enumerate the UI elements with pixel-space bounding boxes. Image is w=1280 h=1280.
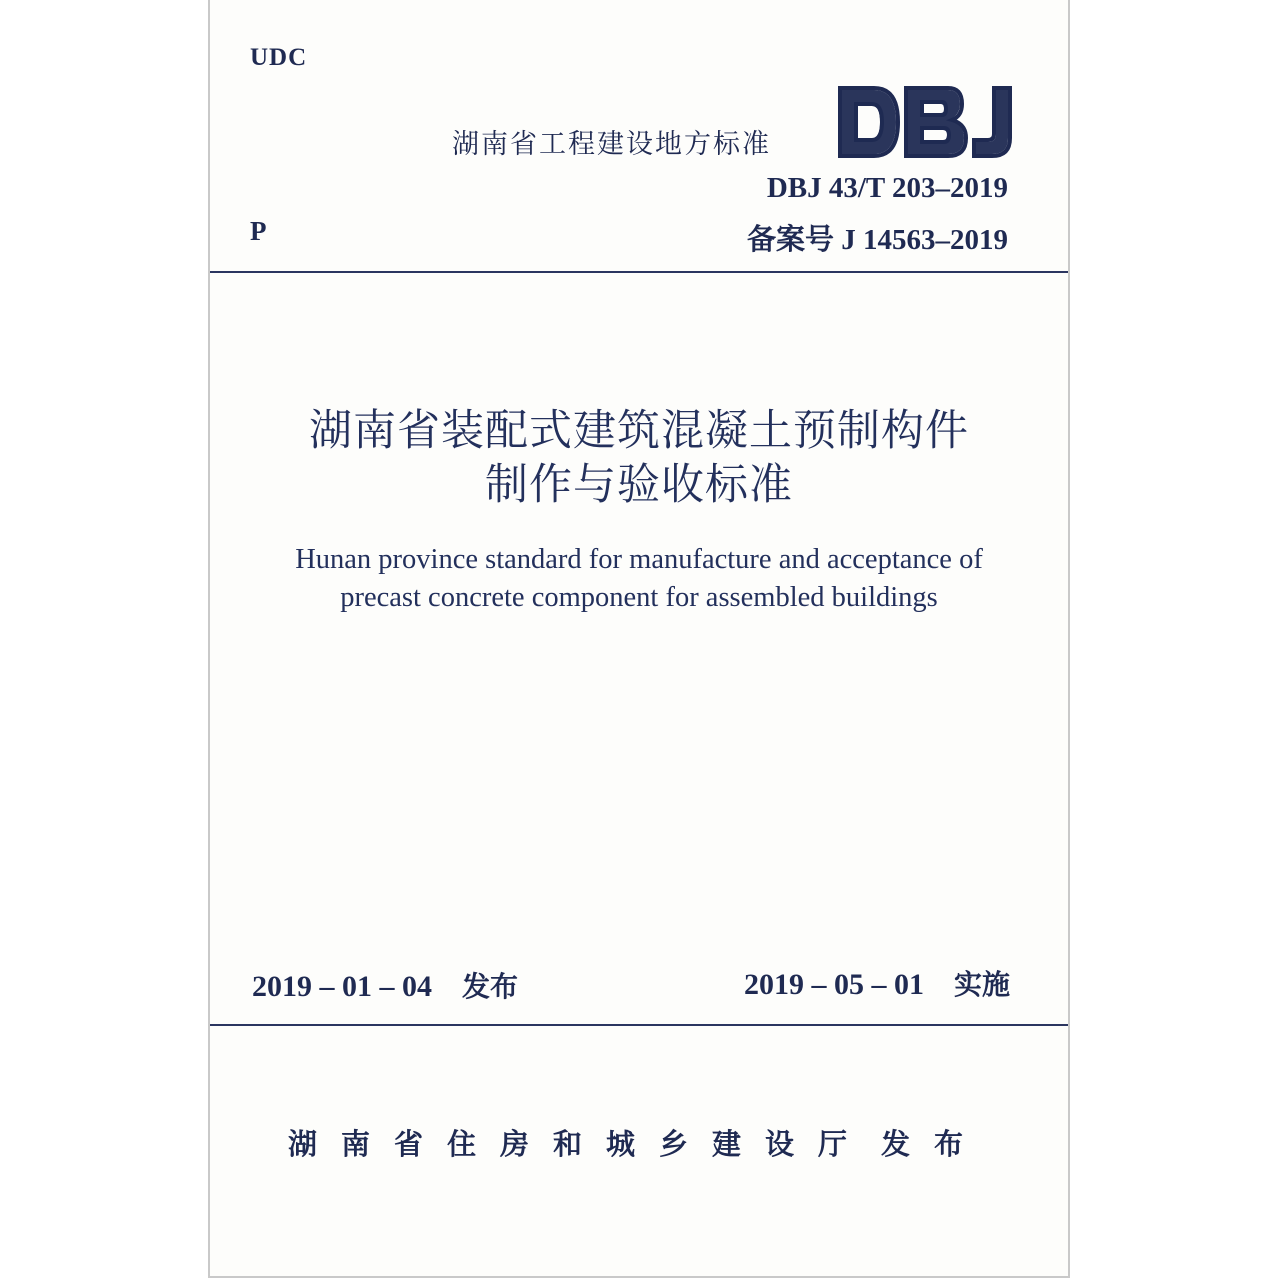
issue-date-block xyxy=(252,965,518,1005)
bottom-divider xyxy=(210,1024,1068,1026)
publisher-name: 湖南省住房和城乡建设厅 xyxy=(288,1127,872,1161)
implement-date-block xyxy=(744,963,1010,1003)
implement-date: 2019 – 05 – 01 xyxy=(743,968,924,1001)
title-cn-line1: 湖南省装配式建筑混凝土预制构件 xyxy=(309,406,969,456)
issue-date: 2019 – 01 – 04 xyxy=(252,970,432,1003)
publisher-action: 发布 xyxy=(881,1127,988,1161)
implement-word: 实施 xyxy=(953,968,1010,1001)
title-en-line1: Hunan province standard for manufacture and acceptance of xyxy=(295,544,983,575)
issue-word: 发布 xyxy=(462,970,519,1003)
udc-label: UDC xyxy=(250,44,308,71)
standard-cover xyxy=(208,0,1070,1278)
title-cn-line2: 制作与验收标准 xyxy=(485,460,793,510)
category-code: P xyxy=(250,216,267,246)
dbj-logo xyxy=(836,84,1014,160)
publisher-line xyxy=(288,1122,987,1163)
title-en-line2: precast concrete component for assembled buildings xyxy=(340,582,938,613)
record-number: 备案号 J 14563–2019 xyxy=(746,224,1008,256)
local-standard-label: 湖南省工程建设地方标准 xyxy=(452,129,771,160)
standard-number: DBJ 43/T 203–2019 xyxy=(766,172,1008,204)
top-divider xyxy=(210,271,1068,273)
